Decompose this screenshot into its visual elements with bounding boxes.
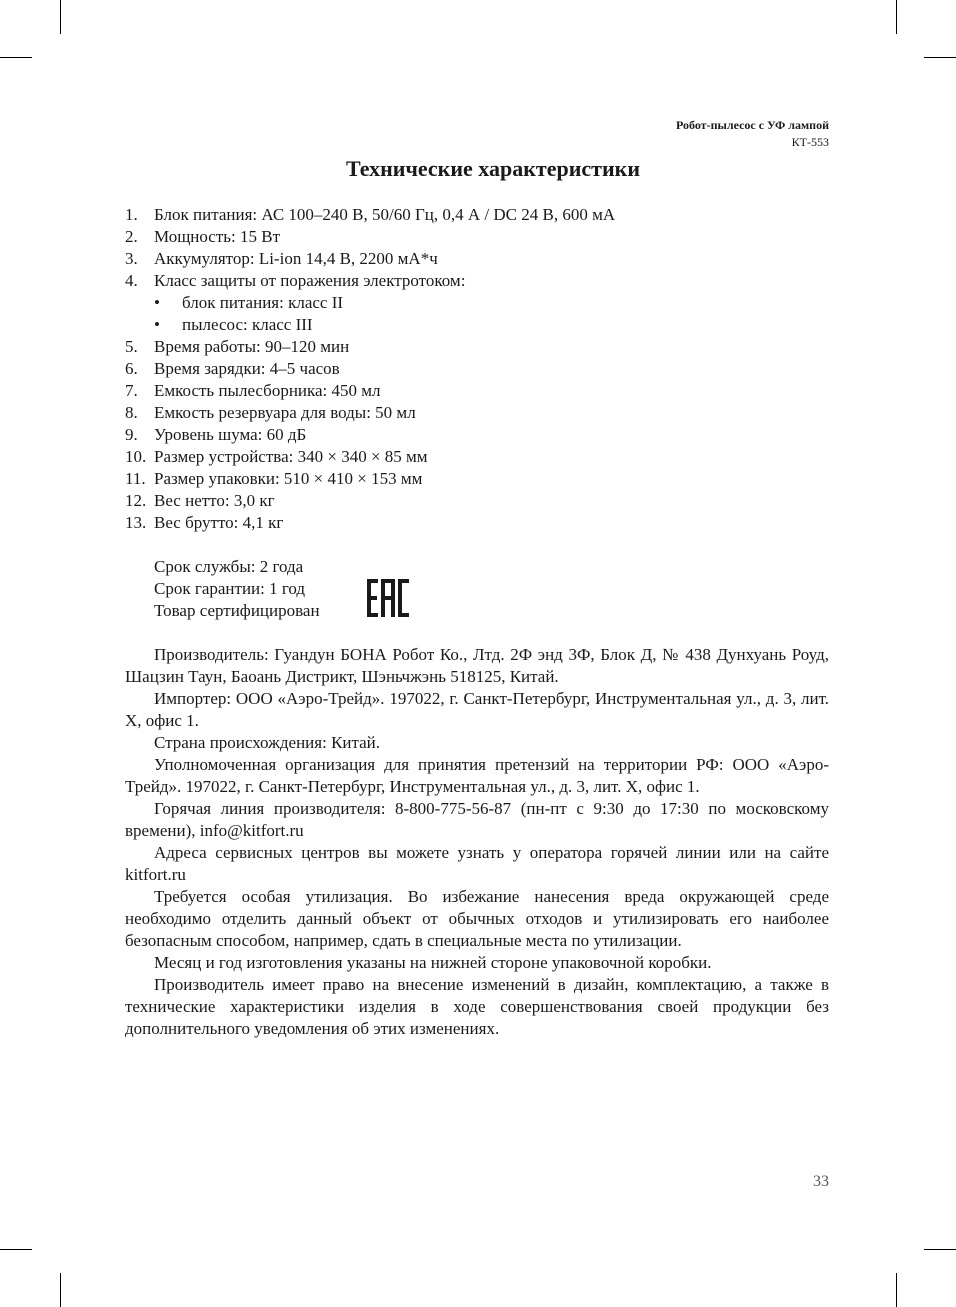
paragraph: Страна происхождения: Китай.: [154, 733, 381, 752]
crop-mark: [0, 57, 32, 58]
crop-mark: [924, 1249, 956, 1250]
warranty-block: [154, 556, 320, 622]
spec-item: [125, 446, 830, 468]
crop-mark: [60, 0, 61, 34]
spec-number: 1.: [125, 205, 138, 224]
body-text: [125, 644, 829, 1040]
paragraph: Требуется особая утилизация. Во избежание нанесения вреда окружающей среде необходимо отделить данный объект от обычных отходов и утилизировать его наиболее безопасным способом, например, сдать в специальные места по утилизации.: [125, 887, 829, 950]
spec-item: [125, 204, 830, 226]
spec-item: [125, 248, 830, 270]
paragraph: Производитель: Гуандун БОНА Робот Ко., Лтд. 2Ф энд 3Ф, Блок Д, № 438 Дунхуань Роуд, Шацзин Таун, Баоань Дистрикт, Шэньчжэнь 518125, Китай.: [125, 645, 829, 686]
spec-item: [125, 270, 830, 292]
paragraph: Адреса сервисных центров вы можете узнать у оператора горячей линии или на сайте kitfort.ru: [125, 843, 829, 884]
spec-text: блок питания: класс II: [182, 293, 344, 312]
paragraph: Производитель имеет право на внесение изменений в дизайн, комплектацию, а также в технические характеристики изделия в ходе совершенствования своей продукции без дополнительного уведомления об этих изменениях.: [125, 975, 829, 1038]
crop-mark: [924, 57, 956, 58]
page-number: 33: [813, 1173, 829, 1190]
certified-note: Товар сертифицирован: [154, 601, 320, 620]
specs-list: [125, 204, 830, 534]
spec-item: [125, 358, 830, 380]
spec-number: 11.: [125, 469, 146, 488]
crop-mark: [896, 0, 897, 34]
spec-subitem: [125, 292, 830, 314]
spec-number: 12.: [125, 491, 147, 510]
spec-number: 13.: [125, 513, 147, 532]
header-product: Робот-пылесос с УФ лампой: [675, 118, 829, 132]
paragraph: Уполномоченная организация для принятия претензий на территории РФ: ООО «Аэро-Трейд». 197022, г. Санкт-Петербург, Инструментальная ул., д. 3, лит. Х, офис 1.: [125, 755, 829, 796]
crop-mark: [896, 1273, 897, 1307]
spec-text: Время работы: 90–120 мин: [154, 337, 350, 356]
spec-item: [125, 336, 830, 358]
spec-text: Вес нетто: 3,0 кг: [154, 491, 275, 510]
spec-item: [125, 424, 830, 446]
spec-number: •: [154, 293, 160, 312]
crop-mark: [0, 1249, 32, 1250]
spec-text: Уровень шума: 60 дБ: [154, 425, 307, 444]
service-life: Срок службы: 2 года: [154, 557, 304, 576]
spec-number: 5.: [125, 337, 138, 356]
guarantee-period: Срок гарантии: 1 год: [154, 579, 306, 598]
spec-item: [125, 226, 830, 248]
spec-number: 8.: [125, 403, 138, 422]
spec-subitem: [125, 314, 830, 336]
spec-text: пылесос: класс III: [182, 315, 313, 334]
spec-number: 3.: [125, 249, 138, 268]
spec-text: Время зарядки: 4–5 часов: [154, 359, 340, 378]
header-model: КТ-553: [791, 135, 829, 149]
spec-number: 4.: [125, 271, 138, 290]
spec-text: Аккумулятор: Li-ion 14,4 В, 2200 мА*ч: [154, 249, 438, 268]
paragraph: Месяц и год изготовления указаны на нижней стороне упаковочной коробки.: [154, 953, 712, 972]
spec-text: Класс защиты от поражения электротоком:: [154, 271, 466, 290]
crop-mark: [60, 1273, 61, 1307]
spec-item: [125, 402, 830, 424]
page-title: Технические характеристики: [345, 156, 641, 181]
spec-item: [125, 468, 830, 490]
spec-text: Вес брутто: 4,1 кг: [154, 513, 284, 532]
spec-number: 9.: [125, 425, 138, 444]
spec-item: [125, 490, 830, 512]
spec-item: [125, 512, 830, 534]
spec-text: Блок питания: АС 100–240 В, 50/60 Гц, 0,4 А / DC 24 В, 600 мА: [154, 205, 616, 224]
spec-number: 10.: [125, 447, 147, 466]
spec-number: •: [154, 315, 160, 334]
running-header: [676, 117, 829, 151]
spec-text: Размер упаковки: 510 × 410 × 153 мм: [154, 469, 423, 488]
eac-logo: [366, 578, 410, 618]
spec-item: [125, 380, 830, 402]
spec-text: Мощность: 15 Вт: [154, 227, 281, 246]
spec-text: Емкость пылесборника: 450 мл: [154, 381, 381, 400]
spec-number: 6.: [125, 359, 138, 378]
spec-number: 2.: [125, 227, 138, 246]
spec-number: 7.: [125, 381, 138, 400]
spec-text: Емкость резервуара для воды: 50 мл: [154, 403, 416, 422]
spec-text: Размер устройства: 340 × 340 × 85 мм: [154, 447, 428, 466]
paragraph: Импортер: ООО «Аэро-Трейд». 197022, г. Санкт-Петербург, Инструментальная ул., д. 3, лит. Х, офис 1.: [125, 689, 829, 730]
paragraph: Горячая линия производителя: 8-800-775-56-87 (пн-пт с 9:30 до 17:30 по московскому времени), info@kitfort.ru: [125, 799, 829, 840]
